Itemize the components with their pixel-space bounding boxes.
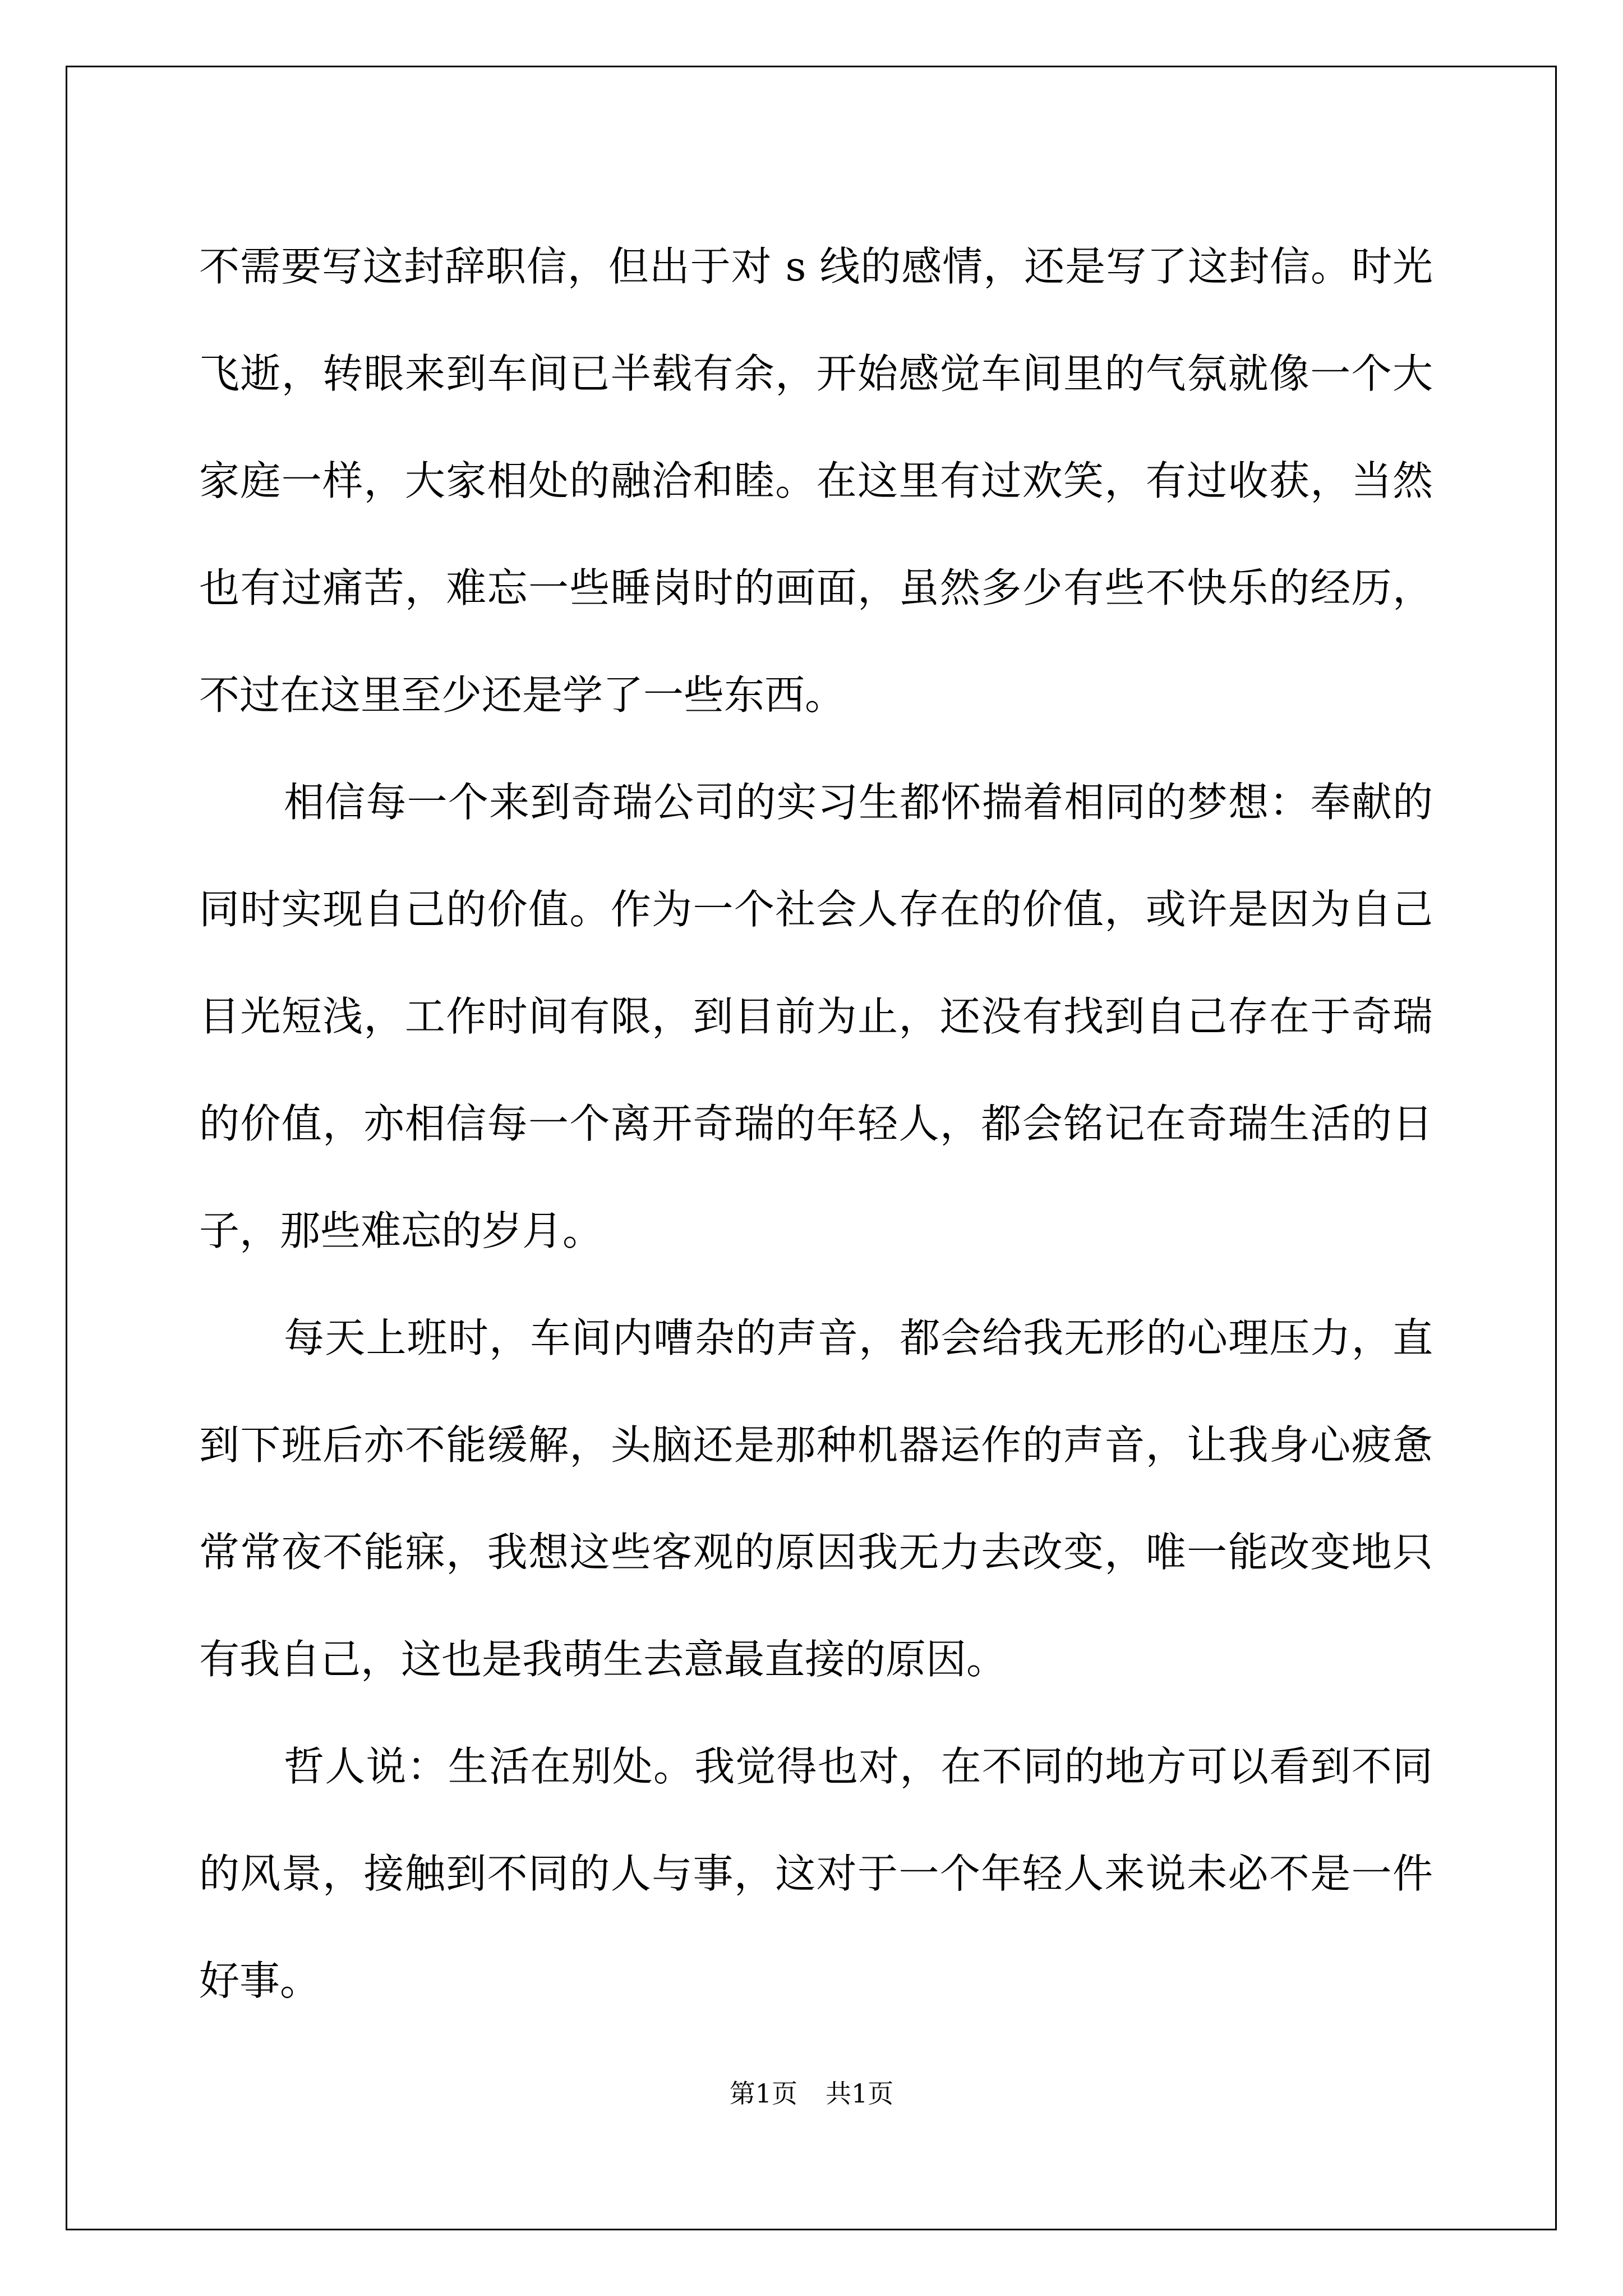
- paragraph-3: 每天上班时，车间内嘈杂的声音，都会给我无形的心理压力，直到下班后亦不能缓解，头脑还是那种机器运作的声音，让我身心疲惫常常夜不能寐，我想这些客观的原因我无力去改变，唯一能改变地只有我自己，这也是我萌生去意最直接的原因。: [199, 1314, 1433, 1683]
- paragraph-1: 不需要写这封辞职信，但出于对 s 线的感情，还是写了这封信。时光飞逝，转眼来到车间已半载有余，开始感觉车间里的气氛就像一个大家庭一样，大家相处的融洽和睦。在这里有过欢笑，有过收获，当然也有过痛苦，难忘一些睡岗时的画面，虽然多少有些不快乐的经历，不过在这里至少还是学了一些东西。: [199, 243, 1433, 719]
- paragraph-4: 哲人说：生活在别处。我觉得也对，在不同的地方可以看到不同的风景，接触到不同的人与事，这对于一个年轻人来说未必不是一件好事。: [199, 1743, 1433, 2004]
- page-number-total: 共1页: [826, 2078, 894, 2109]
- document-body: [199, 213, 1433, 2035]
- page-footer: [0, 2077, 1623, 2110]
- paragraph-2: 相信每一个来到奇瑞公司的实习生都怀揣着相同的梦想：奉献的同时实现自己的价值。作为一个社会人存在的价值，或许是因为自己目光短浅，工作时间有限，到目前为止，还没有找到自己存在于奇瑞的价值，亦相信每一个离开奇瑞的年轻人，都会铭记在奇瑞生活的日子，那些难忘的岁月。: [199, 779, 1433, 1254]
- page-number-current: 第1页: [729, 2078, 797, 2109]
